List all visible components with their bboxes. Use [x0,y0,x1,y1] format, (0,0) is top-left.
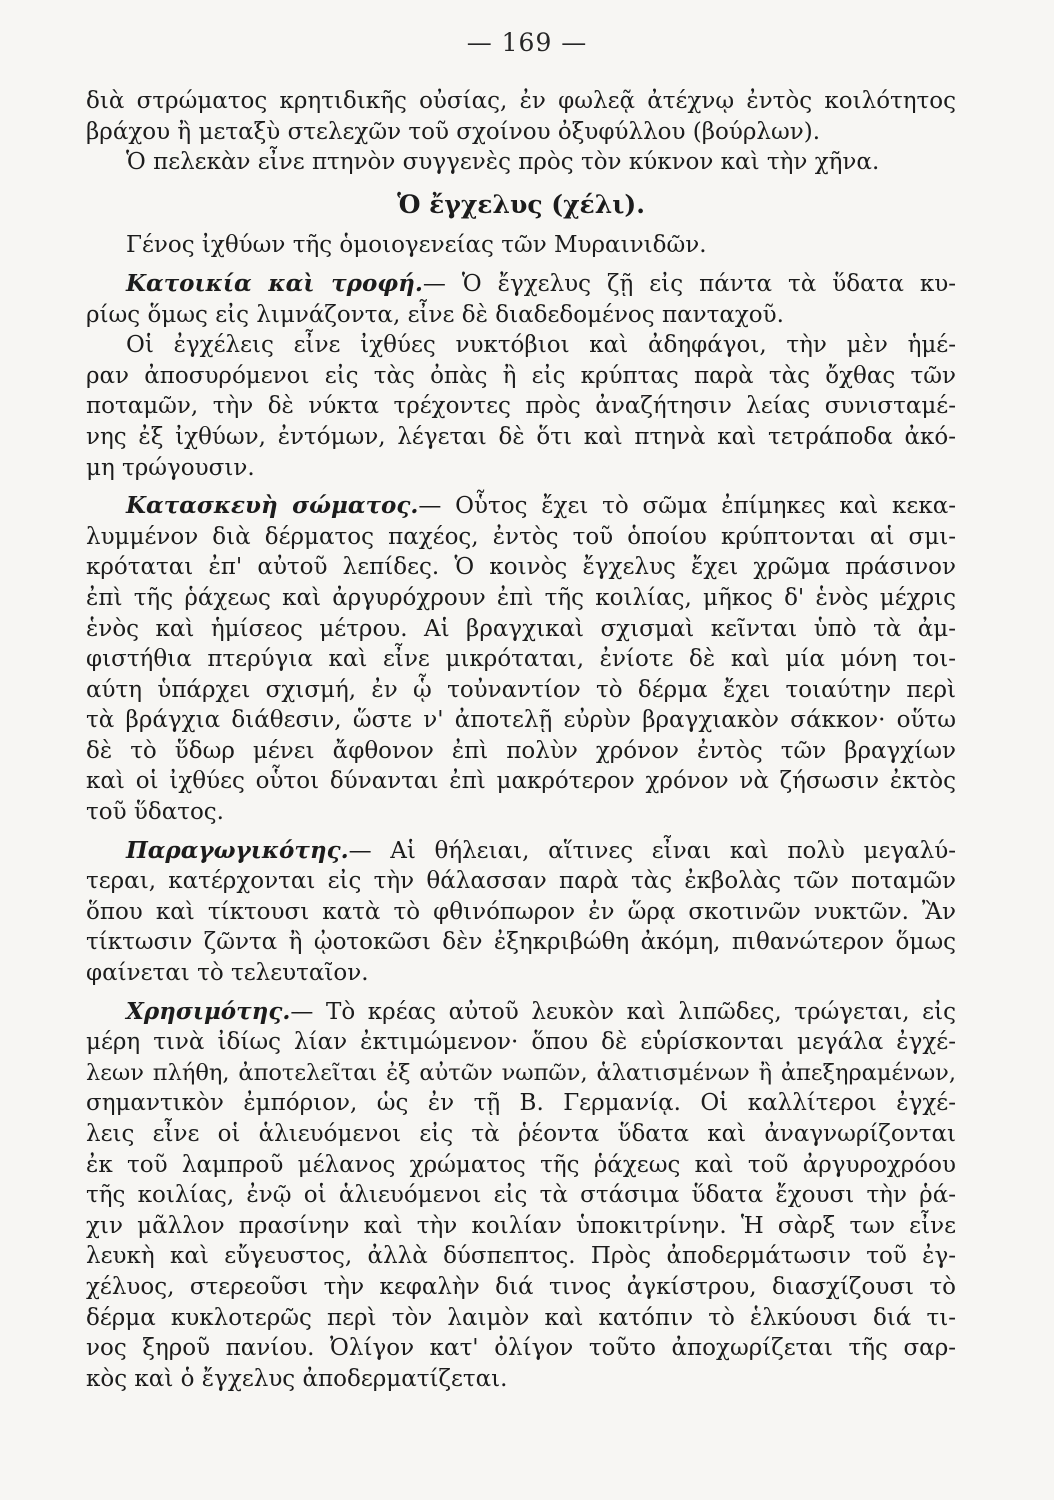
paragraph [86,836,956,989]
text-line: τίκτωσιν ζῶντα ἢ ᾠοτοκῶσι δὲν ἐξηκριβώθη ἀκόμη, πιθανώτερον ὅμως [86,929,956,956]
section-heading: Ὁ ἔγχελυς (χέλι). [397,189,645,219]
page-number: — 169 — [466,28,588,57]
line-text: — Αἱ θήλειαι, αἵτινες εἶναι καὶ πολὺ μεγαλύ- [348,837,956,864]
paragraph [86,147,956,178]
text-line: ρίως ὅμως εἰς λιμνάζοντα, εἶνε δὲ διαδεδομένος πανταχοῦ. [86,301,784,328]
paragraph [86,491,956,828]
text-line: φαίνεται τὸ τελευταῖον. [86,960,369,987]
text-line: νος ξηροῦ πανίου. Ὀλίγον κατ' ὀλίγον τοῦτο ἀποχωρίζεται τῆς σαρ- [86,1335,956,1362]
text-line: τεραι, κατέρχονται εἰς τὴν θάλασσαν παρὰ τὰς ἐκβολὰς τῶν ποταμῶν [86,868,956,895]
line-text: — Ὁ ἔγχελυς ζῇ εἰς πάντα τὰ ὕδατα κυ- [422,270,957,297]
text-line [86,997,956,1028]
paragraph-lead-title: Κατασκευὴ σώματος. [126,492,419,520]
text-block [86,86,956,1394]
text-line: λυμμένον διὰ δέρματος παχέος, ἐντὸς τοῦ ὁποίου κρύπτονται αἱ σμι- [86,523,956,550]
paragraph [86,997,956,1395]
text-line: κὸς καὶ ὁ ἔγχελυς ἀποδερματίζεται. [86,1365,508,1392]
text-line: τῆς κοιλίας, ἐνῷ οἱ ἁλιευόμενοι εἰς τὰ στάσιμα ὕδατα ἔχουσι τὴν ῥά- [86,1182,956,1209]
text-line: λεων πλήθη, ἀποτελεῖται ἐξ αὐτῶν νωπῶν, ἁλατισμένων ἢ ἀπεξηραμένων, [86,1059,956,1086]
text-line: ἑνὸς καὶ ἡμίσεος μέτρου. Αἱ βραγχικαὶ σχισμαὶ κεῖνται ὑπὸ τὰ ἀμ- [86,615,956,642]
text-line: τὰ βράγχια διάθεσιν, ὥστε ν' ἀποτελῇ εὐρὺν βραγχιακὸν σάκκον· οὕτω [86,707,956,734]
text-line: δέρμα κυκλοτερῶς περὶ τὸν λαιμὸν καὶ κατόπιν τὸ ἑλκύουσι διά τι- [86,1304,956,1331]
paragraph-lead-title: Παραγωγικότης. [126,836,349,864]
paragraph [86,230,956,261]
paragraph-lead-title: Χρησιμότης. [126,997,291,1025]
text-line [86,491,956,522]
text-line: καὶ οἱ ἰχθύες οὗτοι δύνανται ἐπὶ μακρότερον χρόνον νὰ ζήσωσιν ἐκτὸς [86,768,956,795]
text-line [86,269,956,300]
text-line: ὅπου καὶ τίκτουσι κατὰ τὸ φθινόπωρον ἐν ὥρᾳ σκοτινῶν νυκτῶν. Ἂν [86,898,956,925]
text-line: κρόταται ἐπ' αὐτοῦ λεπίδες. Ὁ κοινὸς ἔγχελυς ἔχει χρῶμα πράσινον [86,554,956,581]
text-line: βράχου ἢ μεταξὺ στελεχῶν τοῦ σχοίνου ὀξυφύλλου (βούρλων). [86,118,821,145]
text-line: Γένος ἰχθύων τῆς ὁμοιογενείας τῶν Μυραινιδῶν. [126,232,707,259]
paragraph [86,269,956,330]
text-line: χέλυος, στερεοῦσι τὴν κεφαλὴν διά τινος ἀγκίστρου, διασχίζουσι τὸ [86,1273,956,1300]
text-line: διὰ στρώματος κρητιδικῆς οὐσίας, ἐν φωλεᾷ ἀτέχνῳ ἐντὸς κοιλότητος [86,88,956,114]
text-line: ποταμῶν, τὴν δὲ νύκτα τρέχοντες πρὸς ἀναζήτησιν λείας συνισταμέ- [86,393,956,420]
paragraph-lead-title: Κατοικία καὶ τροφή. [126,269,423,297]
text-line: σημαντικὸν ἐμπόριον, ὡς ἐν τῇ Β. Γερμανίᾳ. Οἱ καλλίτεροι ἐγχέ- [86,1090,956,1117]
text-line: ραν ἀποσυρόμενοι εἰς τὰς ὀπὰς ἢ εἰς κρύπτας παρὰ τὰς ὄχθας τῶν [86,362,956,389]
text-line: λεις εἶνε οἱ ἁλιευόμενοι εἰς τὰ ῥέοντα ὕδατα καὶ ἀναγνωρίζονται [86,1121,956,1147]
text-line: νης ἐξ ἰχθύων, ἐντόμων, λέγεται δὲ ὅτι καὶ πτηνὰ καὶ τετράποδα ἀκό- [86,423,956,450]
text-line [86,836,956,867]
text-line: δὲ τὸ ὕδωρ μένει ἄφθονον ἐπὶ πολὺν χρόνον ἐντὸς τῶν βραγχίων [86,737,956,764]
text-line: αύτη ὑπάρχει σχισμή, ἐν ᾧ τοὐναντίον τὸ δέρμα ἔχει τοιαύτην περὶ [86,676,956,703]
text-line: φιστήθια πτερύγια καὶ εἶνε μικρόταται, ἐνίοτε δὲ καὶ μία μόνη τοι- [86,646,956,673]
text-line: ἐκ τοῦ λαμπροῦ μέλανος χρώματος τῆς ῥάχεως καὶ τοῦ ἀργυροχρόου [86,1151,956,1178]
text-line: Ὁ πελεκὰν εἶνε πτηνὸν συγγενὲς πρὸς τὸν κύκνον καὶ τὴν χῆνα. [126,149,880,176]
text-line: μη τρώγουσιν. [86,454,255,481]
paragraph [86,86,956,147]
line-text: — Οὗτος ἔχει τὸ σῶμα ἐπίμηκες καὶ κεκα- [418,493,956,520]
paragraph [86,330,956,483]
text-line: λευκὴ καὶ εὔγευστος, ἀλλὰ δύσπεπτος. Πρὸς ἀποδερμάτωσιν τοῦ ἐγ- [86,1243,956,1270]
text-line: ἐπὶ τῆς ῥάχεως καὶ ἀργυρόχρουν ἐπὶ τῆς κοιλίας, μῆκος δ' ἑνὸς μέχρις [86,584,956,611]
text-line: Οἱ ἐγχέλεις εἶνε ἰχθύες νυκτόβιοι καὶ ἀδηφάγοι, τὴν μὲν ἡμέ- [126,332,956,359]
text-line: τοῦ ὕδατος. [86,799,224,826]
line-text: — Τὸ κρέας αὐτοῦ λευκὸν καὶ λιπῶδες, τρώγεται, εἰς [290,998,956,1025]
text-line: μέρη τινὰ ἰδίως λίαν ἐκτιμώμενον· ὅπου δὲ εὑρίσκονται μεγάλα ἐγχέ- [86,1029,956,1056]
text-line: χιν μᾶλλον πρασίνην καὶ τὴν κοιλίαν ὑποκιτρίνην. Ἡ σὰρξ των εἶνε [86,1212,956,1239]
